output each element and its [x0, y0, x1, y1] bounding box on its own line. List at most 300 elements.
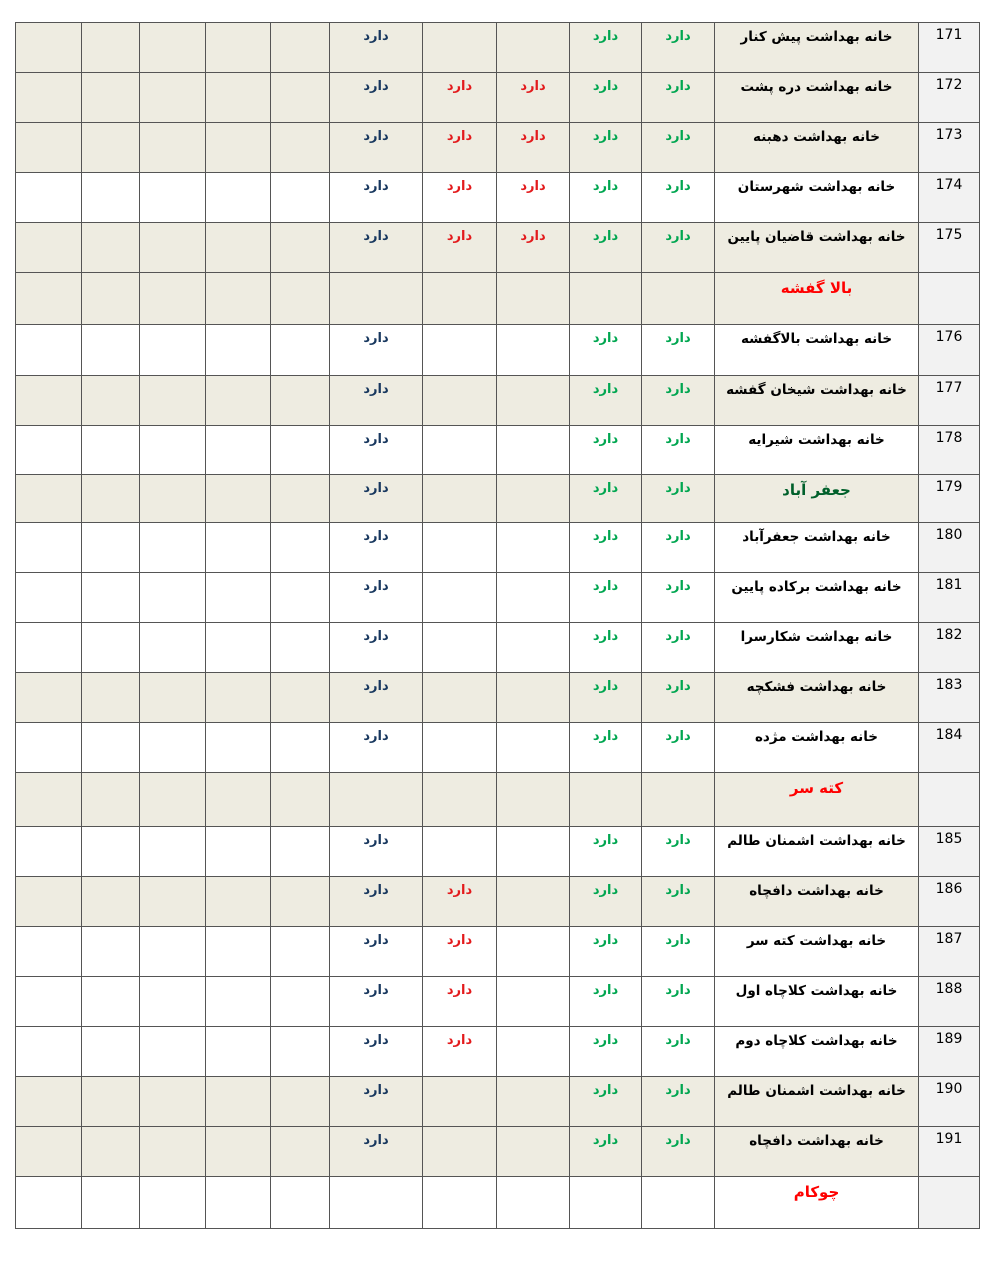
status-cell	[642, 426, 715, 475]
empty-cell	[82, 573, 140, 623]
table-row	[16, 977, 980, 1027]
status-cell	[330, 426, 423, 475]
facility-name: جعفر آباد	[715, 475, 919, 523]
status-cell	[423, 426, 497, 475]
status-mark: دارد	[363, 983, 389, 998]
status-cell	[423, 573, 497, 623]
status-cell	[497, 1077, 570, 1127]
empty-cell	[271, 523, 330, 573]
row-number: 175	[919, 223, 980, 273]
status-cell	[642, 623, 715, 673]
empty-cell	[271, 1177, 330, 1229]
status-cell	[423, 223, 497, 273]
status-mark: دارد	[665, 983, 691, 998]
empty-cell	[271, 673, 330, 723]
status-cell	[642, 1177, 715, 1229]
status-cell	[330, 773, 423, 827]
empty-cell	[271, 977, 330, 1027]
status-cell	[497, 273, 570, 325]
status-cell	[330, 573, 423, 623]
status-cell	[330, 523, 423, 573]
empty-cell	[271, 623, 330, 673]
status-mark: دارد	[665, 481, 691, 496]
status-cell	[570, 773, 642, 827]
row-number: 174	[919, 173, 980, 223]
empty-cell	[140, 1077, 206, 1127]
facility-name: خانه بهداشت اشمنان طالم	[715, 827, 919, 877]
empty-cell	[140, 475, 206, 523]
empty-cell	[140, 1127, 206, 1177]
status-cell	[642, 773, 715, 827]
empty-cell	[206, 325, 271, 376]
table-row	[16, 1027, 980, 1077]
status-mark: دارد	[363, 1083, 389, 1098]
status-mark: دارد	[592, 79, 619, 94]
table-row	[16, 73, 980, 123]
status-cell	[423, 325, 497, 376]
row-number: 172	[919, 73, 980, 123]
status-cell	[570, 73, 642, 123]
empty-cell	[206, 623, 271, 673]
status-mark: دارد	[592, 579, 619, 594]
status-mark: دارد	[363, 629, 389, 644]
status-cell	[330, 827, 423, 877]
empty-cell	[271, 827, 330, 877]
empty-cell	[271, 723, 330, 773]
empty-cell	[140, 426, 206, 475]
status-mark: دارد	[363, 179, 389, 194]
status-cell	[423, 1077, 497, 1127]
status-cell	[642, 1077, 715, 1127]
status-cell	[642, 23, 715, 73]
status-mark: دارد	[363, 1033, 389, 1048]
status-cell	[423, 1027, 497, 1077]
status-cell	[423, 877, 497, 927]
status-cell	[642, 1027, 715, 1077]
empty-cell	[271, 376, 330, 426]
status-mark: دارد	[665, 833, 691, 848]
empty-cell	[16, 273, 82, 325]
status-cell	[423, 523, 497, 573]
status-mark: دارد	[665, 179, 691, 194]
empty-cell	[140, 23, 206, 73]
facility-name: خانه بهداشت کلاچاه اول	[715, 977, 919, 1027]
status-mark: دارد	[665, 29, 691, 44]
row-number: 176	[919, 325, 980, 376]
status-mark: دارد	[592, 179, 619, 194]
empty-cell	[82, 273, 140, 325]
status-cell	[330, 23, 423, 73]
status-cell	[570, 1027, 642, 1077]
table-row	[16, 723, 980, 773]
status-cell	[570, 927, 642, 977]
empty-cell	[271, 426, 330, 475]
status-mark: دارد	[363, 729, 389, 744]
status-cell	[570, 977, 642, 1027]
status-cell	[330, 123, 423, 173]
status-mark: دارد	[592, 679, 619, 694]
status-cell	[570, 1177, 642, 1229]
status-mark: دارد	[592, 229, 619, 244]
empty-cell	[82, 173, 140, 223]
empty-cell	[140, 673, 206, 723]
empty-cell	[16, 977, 82, 1027]
status-cell	[570, 1127, 642, 1177]
table-row	[16, 173, 980, 223]
status-cell	[423, 273, 497, 325]
empty-cell	[140, 827, 206, 877]
status-cell	[330, 673, 423, 723]
empty-cell	[16, 475, 82, 523]
facility-name: خانه بهداشت برکاده پایین	[715, 573, 919, 623]
status-cell	[330, 623, 423, 673]
empty-cell	[140, 977, 206, 1027]
status-cell	[423, 827, 497, 877]
status-mark: دارد	[446, 129, 473, 144]
empty-cell	[206, 23, 271, 73]
status-cell	[570, 273, 642, 325]
status-mark: دارد	[592, 1133, 619, 1148]
table-row	[16, 123, 980, 173]
status-mark: دارد	[665, 1133, 691, 1148]
empty-cell	[140, 623, 206, 673]
status-cell	[497, 325, 570, 376]
row-number: 186	[919, 877, 980, 927]
status-cell	[642, 977, 715, 1027]
status-mark: دارد	[592, 629, 619, 644]
status-cell	[497, 376, 570, 426]
facility-name: خانه بهداشت شکارسرا	[715, 623, 919, 673]
status-mark: دارد	[665, 679, 691, 694]
status-cell	[330, 273, 423, 325]
empty-cell	[271, 475, 330, 523]
row-number: 180	[919, 523, 980, 573]
status-cell	[642, 325, 715, 376]
empty-cell	[16, 23, 82, 73]
row-number: 178	[919, 426, 980, 475]
status-cell	[642, 673, 715, 723]
status-mark: دارد	[592, 29, 619, 44]
status-cell	[497, 23, 570, 73]
row-number: 188	[919, 977, 980, 1027]
status-cell	[423, 376, 497, 426]
status-cell	[497, 927, 570, 977]
status-cell	[423, 927, 497, 977]
status-mark: دارد	[363, 529, 389, 544]
facility-name: خانه بهداشت شیرایه	[715, 426, 919, 475]
status-cell	[497, 877, 570, 927]
status-cell	[423, 173, 497, 223]
empty-cell	[82, 1027, 140, 1077]
status-cell	[423, 1177, 497, 1229]
row-number	[919, 273, 980, 325]
status-cell	[570, 123, 642, 173]
section-row	[16, 1177, 980, 1229]
facility-name: خانه بهداشت دافچاه	[715, 1127, 919, 1177]
empty-cell	[140, 1027, 206, 1077]
empty-cell	[206, 223, 271, 273]
status-cell	[570, 723, 642, 773]
empty-cell	[82, 73, 140, 123]
table-row	[16, 475, 980, 523]
status-mark: دارد	[592, 382, 619, 397]
status-mark: دارد	[363, 833, 389, 848]
empty-cell	[16, 623, 82, 673]
status-mark: دارد	[592, 883, 619, 898]
table-row	[16, 376, 980, 426]
status-cell	[423, 23, 497, 73]
facility-name: خانه بهداشت شیخان گفشه	[715, 376, 919, 426]
status-mark: دارد	[363, 79, 389, 94]
row-number: 185	[919, 827, 980, 877]
empty-cell	[206, 1077, 271, 1127]
status-cell	[497, 426, 570, 475]
health-houses-table	[15, 22, 980, 1229]
empty-cell	[206, 673, 271, 723]
empty-cell	[140, 877, 206, 927]
status-cell	[497, 573, 570, 623]
status-mark: دارد	[592, 529, 619, 544]
empty-cell	[82, 827, 140, 877]
status-mark: دارد	[665, 229, 691, 244]
empty-cell	[140, 376, 206, 426]
row-number: 182	[919, 623, 980, 673]
facility-name: خانه بهداشت فشکچه	[715, 673, 919, 723]
status-cell	[570, 573, 642, 623]
empty-cell	[140, 1177, 206, 1229]
status-cell	[642, 123, 715, 173]
empty-cell	[16, 1027, 82, 1077]
status-mark: دارد	[592, 1083, 619, 1098]
empty-cell	[271, 573, 330, 623]
status-mark: دارد	[520, 129, 546, 144]
row-number: 181	[919, 573, 980, 623]
status-cell	[570, 623, 642, 673]
empty-cell	[16, 827, 82, 877]
empty-cell	[206, 827, 271, 877]
status-mark: دارد	[520, 229, 546, 244]
empty-cell	[140, 773, 206, 827]
empty-cell	[271, 1127, 330, 1177]
status-mark: دارد	[446, 933, 473, 948]
empty-cell	[206, 173, 271, 223]
table-row	[16, 877, 980, 927]
status-cell	[642, 173, 715, 223]
status-cell	[497, 827, 570, 877]
row-number: 184	[919, 723, 980, 773]
status-cell	[570, 523, 642, 573]
status-cell	[642, 376, 715, 426]
empty-cell	[16, 1077, 82, 1127]
status-mark: دارد	[665, 1083, 691, 1098]
empty-cell	[16, 1127, 82, 1177]
empty-cell	[206, 773, 271, 827]
status-mark: دارد	[665, 331, 691, 346]
facility-name: خانه بهداشت مژده	[715, 723, 919, 773]
table-row	[16, 23, 980, 73]
status-mark: دارد	[363, 382, 389, 397]
status-cell	[330, 877, 423, 927]
status-cell	[330, 1177, 423, 1229]
status-mark: دارد	[363, 679, 389, 694]
status-cell	[497, 1127, 570, 1177]
empty-cell	[206, 977, 271, 1027]
status-cell	[497, 223, 570, 273]
status-cell	[642, 927, 715, 977]
empty-cell	[82, 376, 140, 426]
status-mark: دارد	[592, 1033, 619, 1048]
status-cell	[330, 173, 423, 223]
status-cell	[330, 1127, 423, 1177]
status-cell	[570, 1077, 642, 1127]
empty-cell	[206, 723, 271, 773]
empty-cell	[82, 877, 140, 927]
facility-name: خانه بهداشت دهبنه	[715, 123, 919, 173]
empty-cell	[206, 73, 271, 123]
status-mark: دارد	[665, 129, 691, 144]
status-mark: دارد	[592, 983, 619, 998]
empty-cell	[140, 73, 206, 123]
row-number: 189	[919, 1027, 980, 1077]
status-mark: دارد	[363, 1133, 389, 1148]
status-cell	[642, 827, 715, 877]
status-mark: دارد	[446, 883, 473, 898]
status-mark: دارد	[592, 833, 619, 848]
facility-name: خانه بهداشت دره پشت	[715, 73, 919, 123]
facility-name: خانه بهداشت جعفرآباد	[715, 523, 919, 573]
table-row	[16, 1127, 980, 1177]
section-title: بالا گفشه	[715, 273, 919, 325]
empty-cell	[206, 1177, 271, 1229]
table-row	[16, 523, 980, 573]
empty-cell	[140, 273, 206, 325]
status-cell	[570, 426, 642, 475]
status-cell	[570, 325, 642, 376]
status-cell	[330, 325, 423, 376]
empty-cell	[82, 23, 140, 73]
empty-cell	[206, 273, 271, 325]
empty-cell	[16, 723, 82, 773]
empty-cell	[206, 1127, 271, 1177]
empty-cell	[16, 673, 82, 723]
status-cell	[423, 1127, 497, 1177]
empty-cell	[82, 977, 140, 1027]
status-mark: دارد	[665, 883, 691, 898]
status-cell	[642, 877, 715, 927]
empty-cell	[140, 523, 206, 573]
status-mark: دارد	[363, 432, 389, 447]
empty-cell	[206, 573, 271, 623]
empty-cell	[271, 773, 330, 827]
status-mark: دارد	[363, 933, 389, 948]
status-cell	[497, 523, 570, 573]
status-cell	[497, 173, 570, 223]
empty-cell	[82, 523, 140, 573]
status-mark: دارد	[446, 179, 473, 194]
status-cell	[497, 475, 570, 523]
empty-cell	[206, 426, 271, 475]
status-cell	[497, 673, 570, 723]
empty-cell	[206, 1027, 271, 1077]
status-mark: دارد	[592, 129, 619, 144]
empty-cell	[140, 123, 206, 173]
status-mark: دارد	[665, 629, 691, 644]
status-mark: دارد	[665, 933, 691, 948]
status-cell	[330, 475, 423, 523]
empty-cell	[82, 927, 140, 977]
status-mark: دارد	[665, 79, 691, 94]
empty-cell	[16, 877, 82, 927]
row-number: 191	[919, 1127, 980, 1177]
status-cell	[570, 673, 642, 723]
status-cell	[642, 73, 715, 123]
empty-cell	[16, 1177, 82, 1229]
status-cell	[423, 623, 497, 673]
row-number: 187	[919, 927, 980, 977]
empty-cell	[271, 273, 330, 325]
empty-cell	[82, 223, 140, 273]
empty-cell	[82, 723, 140, 773]
facility-name: خانه بهداشت قاضیان پایین	[715, 223, 919, 273]
status-cell	[570, 173, 642, 223]
empty-cell	[271, 223, 330, 273]
status-cell	[642, 1127, 715, 1177]
status-cell	[497, 1177, 570, 1229]
status-cell	[330, 376, 423, 426]
status-cell	[497, 977, 570, 1027]
status-mark: دارد	[592, 481, 619, 496]
row-number	[919, 1177, 980, 1229]
table-row	[16, 325, 980, 376]
status-cell	[497, 1027, 570, 1077]
status-cell	[330, 977, 423, 1027]
status-mark: دارد	[446, 79, 473, 94]
empty-cell	[271, 73, 330, 123]
status-cell	[423, 673, 497, 723]
status-mark: دارد	[592, 432, 619, 447]
empty-cell	[271, 1027, 330, 1077]
status-mark: دارد	[592, 331, 619, 346]
empty-cell	[16, 573, 82, 623]
status-mark: دارد	[363, 481, 389, 496]
table-row	[16, 1077, 980, 1127]
status-cell	[570, 827, 642, 877]
table-row	[16, 827, 980, 877]
facility-name: خانه بهداشت کلاچاه دوم	[715, 1027, 919, 1077]
status-mark: دارد	[665, 529, 691, 544]
status-mark: دارد	[665, 432, 691, 447]
status-cell	[570, 23, 642, 73]
empty-cell	[271, 877, 330, 927]
status-cell	[423, 73, 497, 123]
empty-cell	[140, 573, 206, 623]
status-mark: دارد	[446, 229, 473, 244]
empty-cell	[82, 325, 140, 376]
section-row	[16, 273, 980, 325]
table-row	[16, 573, 980, 623]
status-mark: دارد	[363, 331, 389, 346]
table-row	[16, 426, 980, 475]
status-cell	[642, 523, 715, 573]
empty-cell	[16, 223, 82, 273]
empty-cell	[16, 123, 82, 173]
status-cell	[330, 927, 423, 977]
status-mark: دارد	[363, 229, 389, 244]
status-mark: دارد	[363, 29, 389, 44]
status-cell	[423, 977, 497, 1027]
empty-cell	[16, 376, 82, 426]
status-cell	[330, 223, 423, 273]
